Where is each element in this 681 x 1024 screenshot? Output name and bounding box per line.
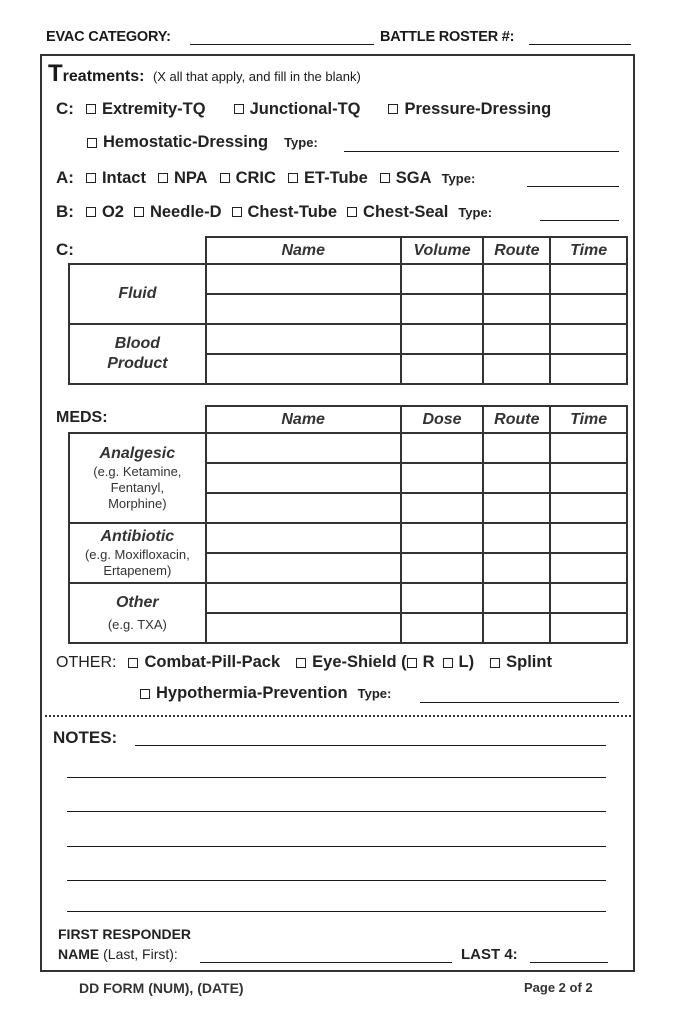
fluids-col-route: Route <box>483 237 550 264</box>
other-med-dose-cell[interactable] <box>401 583 484 613</box>
blood-route-cell[interactable] <box>483 354 550 384</box>
hypothermia-type-field[interactable] <box>420 702 619 703</box>
fluids-col-name: Name <box>206 237 401 264</box>
treatments-title-rest: reatments: <box>62 68 145 85</box>
hypothermia-type-label: Type: <box>357 686 392 701</box>
extremity-tq-option[interactable]: Extremity-TQ <box>86 100 206 119</box>
treatments-note: (X all that apply, and fill in the blank) <box>152 69 361 84</box>
breathing-label: B: <box>56 202 74 221</box>
hemostatic-dressing-option[interactable]: Hemostatic-Dressing <box>87 133 268 152</box>
checkbox-icon[interactable] <box>232 207 242 217</box>
treatments-title <box>48 60 361 88</box>
page-number: Page 2 of 2 <box>524 980 593 995</box>
fluids-col-time: Time <box>550 237 627 264</box>
checkbox-icon[interactable] <box>220 173 230 183</box>
antibiotic-name-cell[interactable] <box>206 553 401 583</box>
analgesic-time-cell[interactable] <box>550 463 627 493</box>
evac-category-field[interactable] <box>190 44 374 45</box>
splint-option[interactable]: Splint <box>490 653 552 672</box>
analgesic-row-label: Analgesic (e.g. Ketamine, Fentanyl, Morphine) <box>69 433 206 523</box>
notes-line[interactable] <box>67 911 606 912</box>
first-responder-name-field[interactable] <box>200 962 452 963</box>
meds-label: MEDS: <box>56 409 108 426</box>
evac-category-label: EVAC CATEGORY: <box>46 29 171 45</box>
checkbox-icon[interactable] <box>490 658 500 668</box>
blood-product-row-label: Blood Product <box>69 324 206 384</box>
last-4-field[interactable] <box>530 962 608 963</box>
analgesic-name-cell[interactable] <box>206 493 401 523</box>
other-med-name-cell[interactable] <box>206 613 401 643</box>
checkbox-icon[interactable] <box>380 173 390 183</box>
circulation-label: C: <box>56 99 74 118</box>
blood-route-cell[interactable] <box>483 324 550 354</box>
analgesic-route-cell[interactable] <box>483 463 550 493</box>
analgesic-name-cell[interactable] <box>206 463 401 493</box>
breathing-type-field[interactable] <box>540 220 619 221</box>
eye-shield-left-option[interactable]: L) <box>443 653 475 672</box>
fluid-volume-cell[interactable] <box>401 294 484 324</box>
fluid-volume-cell[interactable] <box>401 264 484 294</box>
first-responder-name-label: NAME (Last, First): <box>58 946 178 962</box>
notes-line[interactable] <box>67 846 606 847</box>
blood-time-cell[interactable] <box>550 354 627 384</box>
antibiotic-dose-cell[interactable] <box>401 523 484 553</box>
meds-col-time: Time <box>550 406 627 433</box>
eye-shield-option[interactable]: Eye-Shield ( <box>296 653 406 672</box>
airway-type-field[interactable] <box>527 186 619 187</box>
sga-option[interactable]: SGA <box>380 169 432 188</box>
checkbox-icon[interactable] <box>140 689 150 699</box>
notes-line[interactable] <box>67 811 606 812</box>
hemostatic-type-label: Type: <box>284 135 318 150</box>
fluid-name-cell[interactable] <box>206 264 401 294</box>
breathing-type-label: Type: <box>458 204 493 220</box>
analgesic-time-cell[interactable] <box>550 433 627 463</box>
fluids-table <box>68 236 628 385</box>
notes-label: NOTES: <box>53 728 118 747</box>
antibiotic-time-cell[interactable] <box>550 553 627 583</box>
o2-option[interactable]: O2 <box>86 203 124 222</box>
checkbox-icon[interactable] <box>388 104 398 114</box>
other-med-time-cell[interactable] <box>550 583 627 613</box>
airway-type-label: Type: <box>441 170 476 186</box>
antibiotic-name-cell[interactable] <box>206 523 401 553</box>
battle-roster-field[interactable] <box>529 44 631 45</box>
meds-table <box>68 405 628 644</box>
checkbox-icon[interactable] <box>158 173 168 183</box>
junctional-tq-option[interactable]: Junctional-TQ <box>234 100 361 119</box>
blood-name-cell[interactable] <box>206 354 401 384</box>
fluids-col-volume: Volume <box>401 237 484 264</box>
checkbox-icon[interactable] <box>296 658 306 668</box>
cric-option[interactable]: CRIC <box>220 169 276 188</box>
antibiotic-dose-cell[interactable] <box>401 553 484 583</box>
other-med-route-cell[interactable] <box>483 613 550 643</box>
checkbox-icon[interactable] <box>234 104 244 114</box>
other-med-row-label: Other (e.g. TXA) <box>69 583 206 643</box>
checkbox-icon[interactable] <box>347 207 357 217</box>
needle-d-option[interactable]: Needle-D <box>134 203 222 222</box>
fluid-route-cell[interactable] <box>483 264 550 294</box>
analgesic-name-cell[interactable] <box>206 433 401 463</box>
combat-pill-pack-option[interactable]: Combat-Pill-Pack <box>128 653 280 672</box>
blood-volume-cell[interactable] <box>401 354 484 384</box>
checkbox-icon[interactable] <box>87 138 97 148</box>
notes-line[interactable] <box>67 880 606 881</box>
checkbox-icon[interactable] <box>443 658 453 668</box>
npa-option[interactable]: NPA <box>158 169 208 188</box>
analgesic-route-cell[interactable] <box>483 493 550 523</box>
battle-roster-label: BATTLE ROSTER #: <box>380 29 515 45</box>
intact-option[interactable]: Intact <box>86 169 146 188</box>
form-id: DD FORM (NUM), (DATE) <box>79 980 244 996</box>
last-4-label: LAST 4: <box>461 946 518 963</box>
eye-shield-right-option[interactable]: R <box>407 653 435 672</box>
airway-label: A: <box>56 168 74 187</box>
et-tube-option[interactable]: ET-Tube <box>288 169 368 188</box>
treatments-title-initial: T <box>48 60 63 87</box>
fluid-time-cell[interactable] <box>550 264 627 294</box>
meds-col-name: Name <box>206 406 401 433</box>
fluid-time-cell[interactable] <box>550 294 627 324</box>
other-med-route-cell[interactable] <box>483 583 550 613</box>
fluids-label: C: <box>56 240 74 259</box>
meds-col-route: Route <box>483 406 550 433</box>
antibiotic-route-cell[interactable] <box>483 553 550 583</box>
fluid-row-label: Fluid <box>69 264 206 324</box>
other-med-name-cell[interactable] <box>206 583 401 613</box>
blood-volume-cell[interactable] <box>401 324 484 354</box>
analgesic-dose-cell[interactable] <box>401 463 484 493</box>
checkbox-icon[interactable] <box>86 173 96 183</box>
pressure-dressing-option[interactable]: Pressure-Dressing <box>388 100 551 119</box>
antibiotic-row-label: Antibiotic (e.g. Moxifloxacin, Ertapenem) <box>69 523 206 583</box>
analgesic-dose-cell[interactable] <box>401 433 484 463</box>
section-divider <box>40 715 635 717</box>
other-label: OTHER: <box>56 653 117 671</box>
analgesic-dose-cell[interactable] <box>401 493 484 523</box>
checkbox-icon[interactable] <box>288 173 298 183</box>
blood-time-cell[interactable] <box>550 324 627 354</box>
hypothermia-prevention-option[interactable]: Hypothermia-Prevention <box>140 684 348 703</box>
blood-name-cell[interactable] <box>206 324 401 354</box>
fluid-name-cell[interactable] <box>206 294 401 324</box>
fluid-route-cell[interactable] <box>483 294 550 324</box>
meds-col-dose: Dose <box>401 406 484 433</box>
checkbox-icon[interactable] <box>134 207 144 217</box>
antibiotic-route-cell[interactable] <box>483 523 550 553</box>
chest-seal-option[interactable]: Chest-Seal <box>347 203 448 222</box>
notes-line[interactable] <box>135 745 606 746</box>
checkbox-icon[interactable] <box>128 658 138 668</box>
hemostatic-type-field[interactable] <box>344 151 619 152</box>
checkbox-icon[interactable] <box>407 658 417 668</box>
analgesic-time-cell[interactable] <box>550 493 627 523</box>
antibiotic-time-cell[interactable] <box>550 523 627 553</box>
other-med-dose-cell[interactable] <box>401 613 484 643</box>
checkbox-icon[interactable] <box>86 104 96 114</box>
first-responder-heading: FIRST RESPONDER <box>58 926 192 942</box>
analgesic-route-cell[interactable] <box>483 433 550 463</box>
chest-tube-option[interactable]: Chest-Tube <box>232 203 338 222</box>
notes-line[interactable] <box>67 777 606 778</box>
checkbox-icon[interactable] <box>86 207 96 217</box>
other-med-time-cell[interactable] <box>550 613 627 643</box>
